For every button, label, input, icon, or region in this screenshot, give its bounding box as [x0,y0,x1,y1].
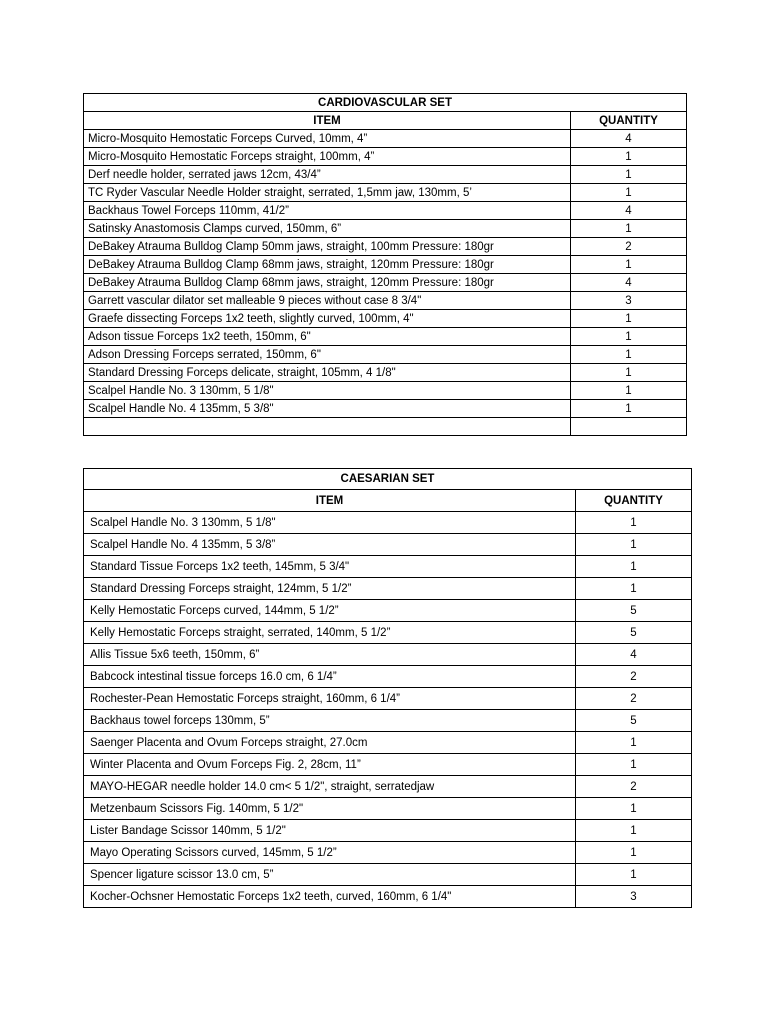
item-cell: Garrett vascular dilator set malleable 9 pieces without case 8 3/4" [84,292,571,310]
table-row [84,754,692,776]
table-row [84,166,687,184]
quantity-cell: 1 [576,512,692,534]
item-cell: Mayo Operating Scissors curved, 145mm, 5 1/2” [84,842,576,864]
item-cell: Rochester-Pean Hemostatic Forceps straight, 160mm, 6 1/4” [84,688,576,710]
table-row [84,382,687,400]
table-row [84,238,687,256]
table-row [84,148,687,166]
quantity-cell: 1 [571,220,687,238]
table-row [84,202,687,220]
table-header-row [84,112,687,130]
table-row [84,556,692,578]
column-header-quantity: QUANTITY [571,112,687,130]
item-cell: Backhaus towel forceps 130mm, 5” [84,710,576,732]
quantity-cell: 5 [576,710,692,732]
quantity-cell: 1 [571,184,687,202]
item-cell: Allis Tissue 5x6 teeth, 150mm, 6” [84,644,576,666]
quantity-cell: 2 [576,666,692,688]
item-cell: TC Ryder Vascular Needle Holder straight, serrated, 1,5mm jaw, 130mm, 5’ [84,184,571,202]
quantity-cell: 1 [576,842,692,864]
table-title-row [84,94,687,112]
table-row [84,600,692,622]
column-header-quantity: QUANTITY [576,490,692,512]
quantity-cell: 3 [576,886,692,908]
table-title: CAESARIAN SET [84,469,692,490]
table-row [84,688,692,710]
item-cell: Winter Placenta and Ovum Forceps Fig. 2, 28cm, 11” [84,754,576,776]
quantity-cell: 1 [571,310,687,328]
item-cell: Adson tissue Forceps 1x2 teeth, 150mm, 6" [84,328,571,346]
item-cell: Kelly Hemostatic Forceps straight, serrated, 140mm, 5 1/2” [84,622,576,644]
quantity-cell: 4 [571,202,687,220]
table-header-row [84,490,692,512]
quantity-cell: 1 [571,400,687,418]
caesarian-set-body [84,469,692,908]
quantity-cell: 2 [571,238,687,256]
item-cell: Lister Bandage Scissor 140mm, 5 1/2" [84,820,576,842]
quantity-cell: 1 [576,820,692,842]
quantity-cell: 1 [571,346,687,364]
table-row [84,364,687,382]
item-cell: Scalpel Handle No. 4 135mm, 5 3/8” [84,534,576,556]
item-cell: Scalpel Handle No. 3 130mm, 5 1/8" [84,512,576,534]
table-title-row [84,469,692,490]
quantity-cell: 2 [576,688,692,710]
item-cell: Micro-Mosquito Hemostatic Forceps straight, 100mm, 4” [84,148,571,166]
item-cell: Graefe dissecting Forceps 1x2 teeth, slightly curved, 100mm, 4" [84,310,571,328]
quantity-cell: 1 [576,534,692,556]
caesarian-set-table [83,468,692,908]
table-title: CARDIOVASCULAR SET [84,94,687,112]
table-row [84,864,692,886]
table-row [84,512,692,534]
quantity-cell: 1 [571,256,687,274]
table-row [84,886,692,908]
item-cell: Scalpel Handle No. 3 130mm, 5 1/8" [84,382,571,400]
table-row [84,842,692,864]
table-row [84,130,687,148]
quantity-cell: 1 [571,166,687,184]
quantity-cell: 1 [576,864,692,886]
item-cell: Standard Dressing Forceps delicate, straight, 105mm, 4 1/8" [84,364,571,382]
table-row [84,732,692,754]
item-cell: Standard Tissue Forceps 1x2 teeth, 145mm, 5 3/4" [84,556,576,578]
table-row [84,220,687,238]
item-cell: Metzenbaum Scissors Fig. 140mm, 5 1/2" [84,798,576,820]
item-cell: Standard Dressing Forceps straight, 124mm, 5 1/2” [84,578,576,600]
table-row [84,666,692,688]
table-row [84,622,692,644]
table-row [84,292,687,310]
table-row [84,256,687,274]
quantity-cell: 4 [571,274,687,292]
quantity-cell [571,418,687,436]
quantity-cell: 1 [571,364,687,382]
quantity-cell: 1 [571,382,687,400]
table-row [84,346,687,364]
item-cell: Kocher-Ochsner Hemostatic Forceps 1x2 teeth, curved, 160mm, 6 1/4" [84,886,576,908]
table-row [84,710,692,732]
quantity-cell: 4 [576,644,692,666]
item-cell: Micro-Mosquito Hemostatic Forceps Curved, 10mm, 4” [84,130,571,148]
item-cell: Satinsky Anastomosis Clamps curved, 150mm, 6” [84,220,571,238]
table-row [84,820,692,842]
item-cell: Spencer ligature scissor 13.0 cm, 5” [84,864,576,886]
item-cell: Scalpel Handle No. 4 135mm, 5 3/8" [84,400,571,418]
quantity-cell: 1 [576,798,692,820]
cardiovascular-set-table [83,93,687,436]
table-row [84,798,692,820]
cardiovascular-set-body [84,94,687,436]
quantity-cell: 5 [576,622,692,644]
quantity-cell: 1 [571,328,687,346]
quantity-cell: 1 [571,148,687,166]
item-cell: DeBakey Atrauma Bulldog Clamp 68mm jaws, straight, 120mm Pressure: 180gr [84,256,571,274]
item-cell: Saenger Placenta and Ovum Forceps straight, 27.0cm [84,732,576,754]
quantity-cell: 1 [576,754,692,776]
table-row [84,184,687,202]
item-cell: Babcock intestinal tissue forceps 16.0 cm, 6 1/4” [84,666,576,688]
item-cell: DeBakey Atrauma Bulldog Clamp 50mm jaws, straight, 100mm Pressure: 180gr [84,238,571,256]
table-row [84,274,687,292]
quantity-cell: 2 [576,776,692,798]
item-cell: Derf needle holder, serrated jaws 12cm, 43/4” [84,166,571,184]
column-header-item: ITEM [84,112,571,130]
column-header-item: ITEM [84,490,576,512]
table-row [84,418,687,436]
quantity-cell: 5 [576,600,692,622]
table-row [84,400,687,418]
quantity-cell: 4 [571,130,687,148]
table-row [84,310,687,328]
item-cell: Kelly Hemostatic Forceps curved, 144mm, 5 1/2” [84,600,576,622]
item-cell: MAYO-HEGAR needle holder 14.0 cm< 5 1/2", straight, serratedjaw [84,776,576,798]
item-cell: Backhaus Towel Forceps 110mm, 41/2” [84,202,571,220]
table-row [84,578,692,600]
table-row [84,534,692,556]
table-row [84,644,692,666]
item-cell [84,418,571,436]
quantity-cell: 1 [576,556,692,578]
quantity-cell: 1 [576,732,692,754]
item-cell: Adson Dressing Forceps serrated, 150mm, 6" [84,346,571,364]
table-row [84,328,687,346]
item-cell: DeBakey Atrauma Bulldog Clamp 68mm jaws, straight, 120mm Pressure: 180gr [84,274,571,292]
quantity-cell: 3 [571,292,687,310]
table-row [84,776,692,798]
quantity-cell: 1 [576,578,692,600]
